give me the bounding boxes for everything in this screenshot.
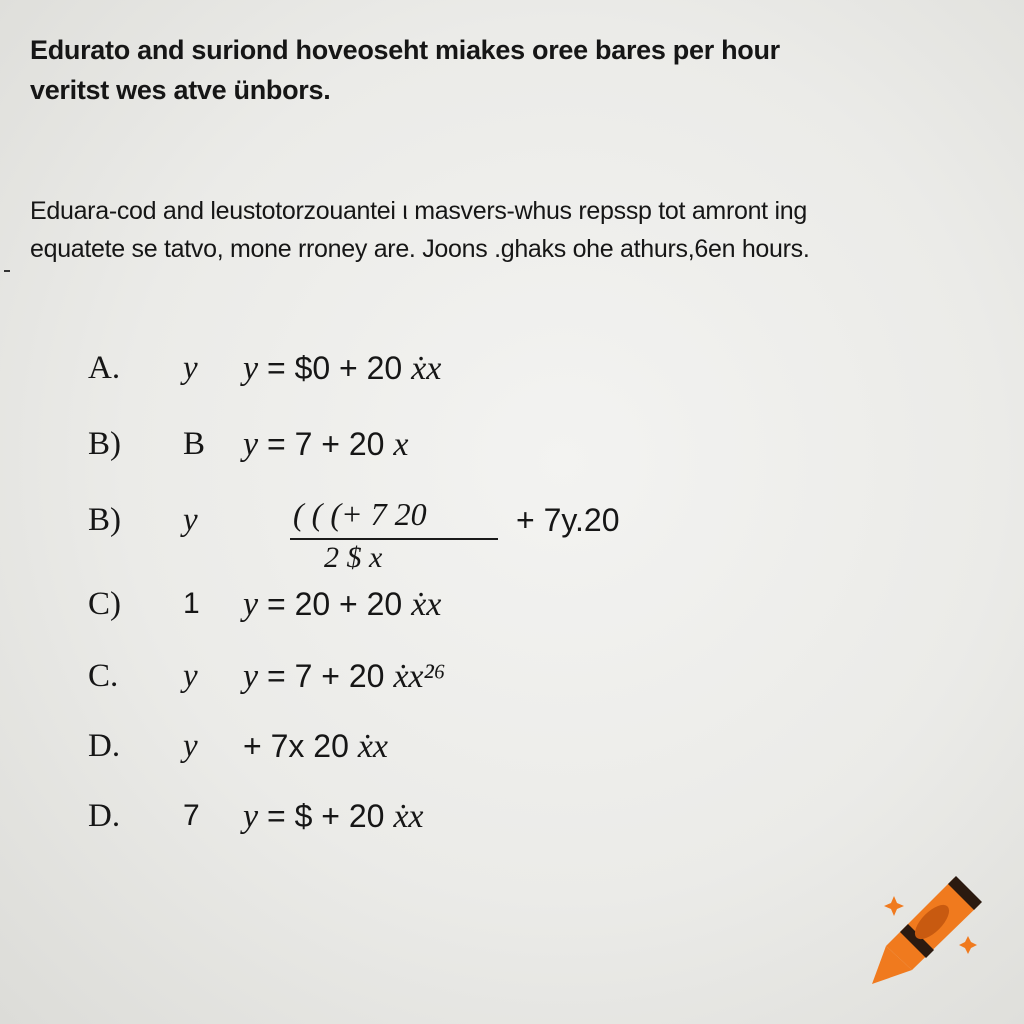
equation-x: x [393,426,409,463]
equation-terms: + 7x 20 [243,728,358,764]
choice-variable: y [183,502,198,538]
answer-choice-b-fraction[interactable] [88,496,688,580]
sparkle-icon-top [884,896,904,916]
equation-terms: = 7 + 20 [258,658,394,694]
equation-x: ẋx [411,586,442,623]
fraction-denominator: 2 $ x [324,541,383,574]
choice-variable: 1 [183,587,200,620]
fraction-trailing-term: + 7y.20 [516,502,620,538]
choice-equation [243,348,441,389]
equation-terms: = 7 + 20 [258,426,394,462]
fraction-numerator: ( ( (+ 7 20 [293,496,427,532]
choice-equation [243,796,424,837]
fraction-bar [290,538,498,540]
equation-y: y [243,798,259,835]
equation-x: ẋx [411,350,442,387]
choice-letter: B) [88,502,121,538]
choice-variable: y [183,350,198,386]
answer-choice-d[interactable] [88,726,688,776]
question-title-line-2: veritst wes atve ünbors. [30,75,331,105]
equation-x: ẋx [357,728,388,765]
equation-terms: = $ + 20 [258,798,394,834]
equation-y: y [243,350,259,387]
question-title [30,30,990,110]
margin-dash [4,270,10,272]
choice-equation [243,656,446,697]
sparkle-icon-right [959,936,977,954]
equation-y: y [243,658,259,695]
answer-choice-c-alt[interactable] [88,656,688,706]
choice-equation [243,726,388,767]
crayon-logo-icon [866,870,986,990]
choice-variable: B [183,426,206,462]
choice-letter: D. [88,798,121,834]
question-body-line-1: Eduara-cod and leustotorzouantei ι masvers-whus repssp tot amront ing [30,197,807,225]
choice-letter: A. [88,350,121,386]
equation-x: ẋx²⁶ [393,658,446,695]
answer-choice-b[interactable] [88,424,688,474]
choice-equation [243,584,441,625]
choice-letter: C) [88,586,121,622]
question-body [30,192,1000,268]
question-title-line-1: Edurato and suriond hoveoseht miakes oree bares per hour [30,35,780,65]
answer-choice-d-alt[interactable] [88,796,688,846]
choice-letter: B) [88,426,121,462]
equation-y: y [243,586,259,623]
choice-letter: C. [88,658,119,694]
crayon-icon [872,876,982,984]
choice-variable: y [183,728,198,764]
answer-choice-c[interactable] [88,584,688,634]
equation-x: ẋx [393,798,424,835]
equation-terms: = 20 + 20 [258,586,412,622]
question-body-line-2: equatete se tatvo, mone rroney are. Joons .ghaks ohe athurs,6en hours. [30,235,810,263]
choice-equation [243,424,408,465]
choice-letter: D. [88,728,121,764]
equation-terms: = $0 + 20 [258,350,412,386]
equation-y: y [243,426,259,463]
answer-choice-a[interactable] [88,348,688,398]
choice-variable: 7 [183,799,200,832]
choice-variable: y [183,658,198,694]
